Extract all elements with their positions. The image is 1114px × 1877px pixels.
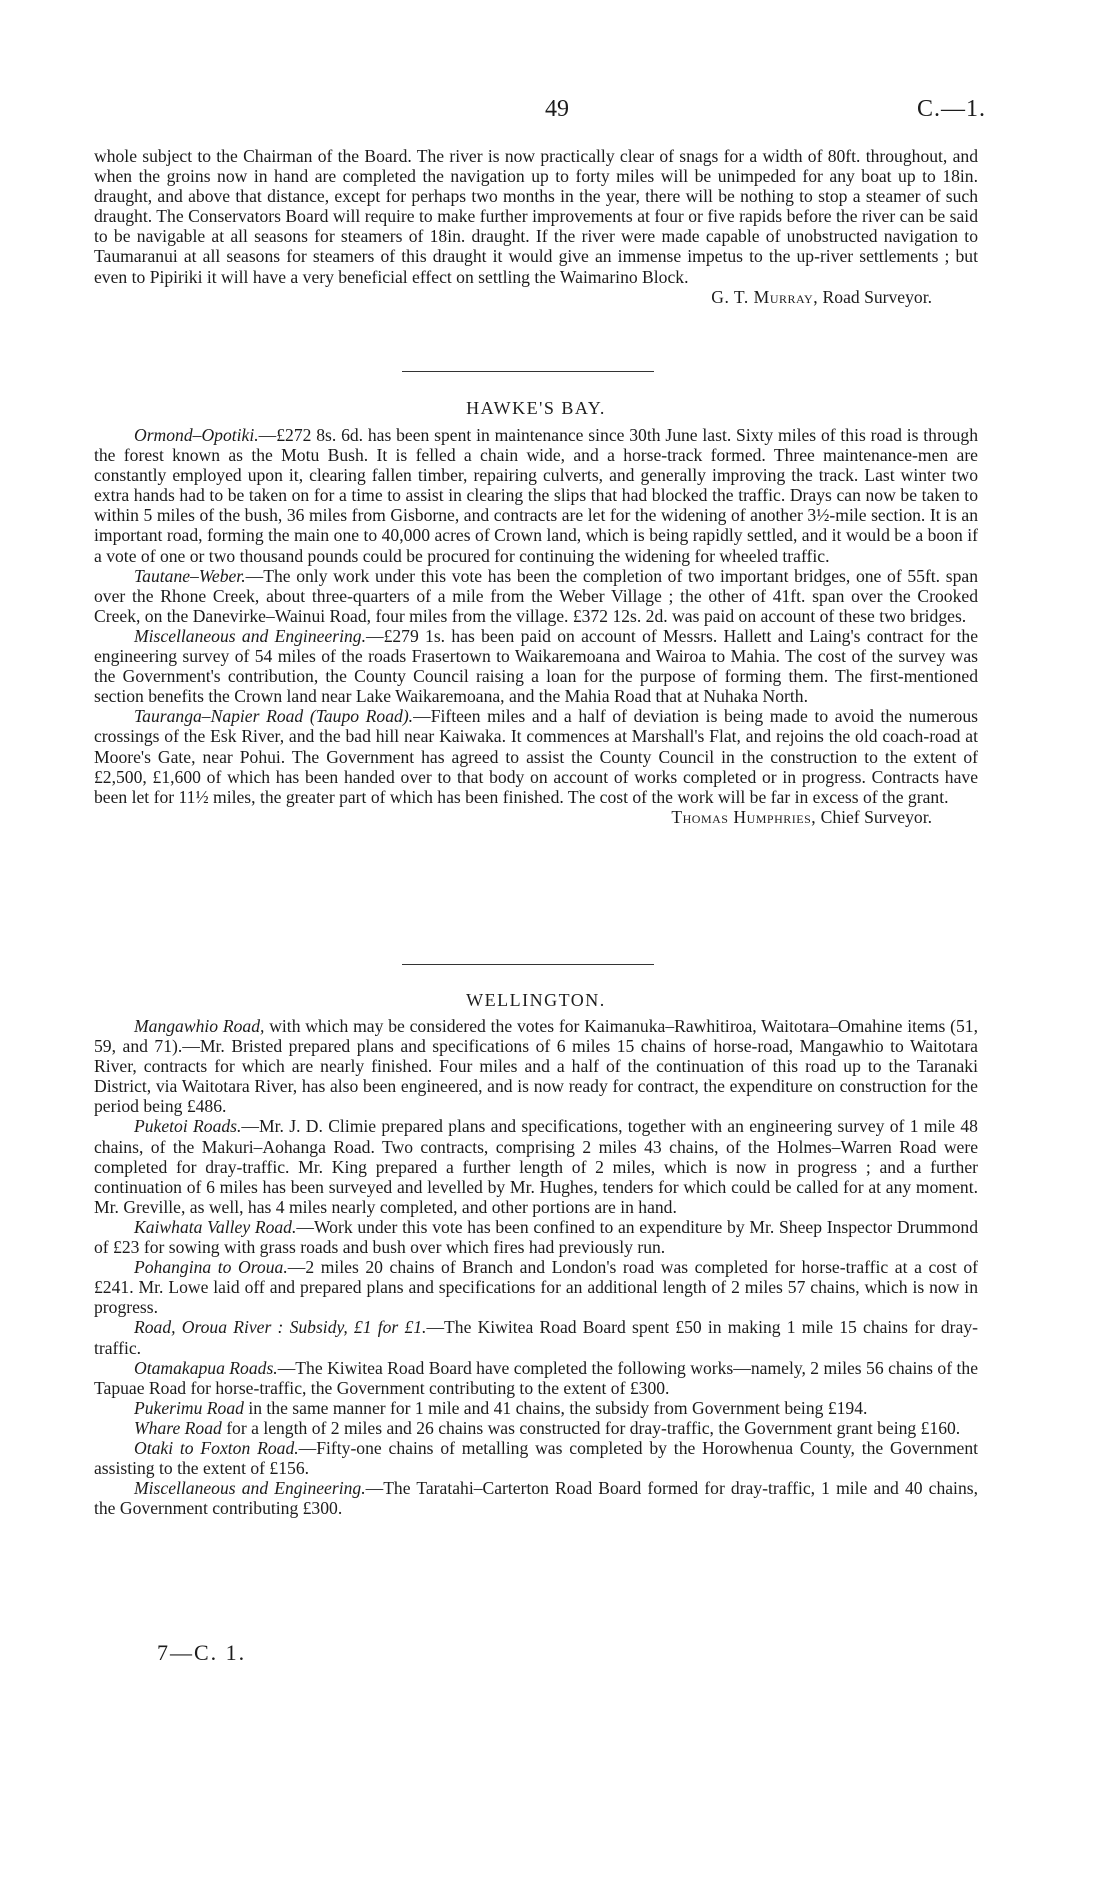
paragraph-title: Miscellaneous and Engineering. — [134, 625, 366, 646]
paragraph-text: —The Kiwitea Road Board have completed the following works—namely, 2 miles 56 chains of the Tapuae Road for horse-traffic, the Government contributing to the extent of £300. — [94, 1357, 979, 1398]
paragraph-text: —Work under this vote has been confined to an expenditure by Mr. Sheep Inspector Drummond of £23 for sowing with grass roads and bush over which fires had previously run. — [94, 1216, 978, 1258]
signature-mark: 7—C. 1. — [157, 1640, 247, 1665]
paragraph-title: Tautane–Weber. — [134, 565, 246, 586]
section-divider — [402, 964, 654, 965]
paragraph-text: —Fifty-one chains of metalling was completed by the Horowhenua County, the Government assisting to the extent of £156. — [94, 1437, 979, 1479]
paragraph — [94, 706, 978, 806]
section-heading-wellington: WELLINGTON. — [466, 990, 606, 1010]
document-code: C.—1. — [916, 96, 986, 122]
paragraph-title: Pukerimu Road — [134, 1397, 244, 1418]
signature-name: Thomas Humphries, — [671, 806, 817, 827]
paragraph-text: —Mr. J. D. Climie prepared plans and specifications, together with an engineering survey of 1 mile 48 chains, of the Makuri–Aohanga Road. Two contracts, comprising 2 miles 43 chains, of the Holmes–Warren Road were completed for dray-traffic. Mr. King prepared a further length of 2 miles, which is now in progress ; and a further continuation of 6 miles has been surveyed and levelled by Mr. Hughes, tenders for which could be called for at any moment. Mr. Greville, as well, has 4 miles nearly completed, and other portions are in hand. — [94, 1116, 978, 1217]
paragraph-text: —£279 1s. has been paid on account of Messrs. Hallett and Laing's contract for the engineering survey of 54 miles of the roads Frasertown to Waikaremoana and Wairoa to Mahia. The cost of the survey was the Government's contribution, the County Council raising a loan for the purpose of forming them. The first-mentioned section benefits the Crown land near Lake Waikaremoana, and the Mahia Road that at Nuhaka North. — [94, 625, 978, 707]
intro-signature — [94, 287, 978, 307]
intro-section — [94, 146, 978, 307]
page-number: 49 — [545, 96, 569, 122]
paragraph-title: Miscellaneous and Engineering. — [134, 1478, 366, 1499]
paragraph-text: —The only work under this vote has been the completion of two important bridges, one of 55ft. span over the Rhone Creek, about three-quarters of a mile from the Weber Village ; the other of 41ft. span over the Crooked Creek, on the Danevirke–Wainui Road, four miles from the village. £372 12s. 2d. was paid on account of these two bridges. — [94, 565, 978, 626]
paragraph — [94, 566, 978, 626]
paragraph — [94, 626, 978, 706]
paragraph — [94, 1478, 978, 1518]
paragraph-title: Otaki to Foxton Road. — [134, 1437, 299, 1458]
signature-title: Chief Surveyor. — [820, 806, 932, 827]
paragraph-title: Road, Oroua River : Subsidy, £1 for £1. — [134, 1317, 427, 1338]
paragraph-text: —2 miles 20 chains of Branch and London's road was completed for horse-traffic at a cost of £241. Mr. Lowe laid off and prepared plans and specifications for an additional length of 2 miles 57 chains, which is now in progress. — [94, 1257, 979, 1318]
section-heading-hawkes-bay: HAWKE'S BAY. — [466, 398, 606, 418]
paragraph — [94, 1418, 978, 1438]
paragraph-title: Mangawhio Road, — [134, 1016, 265, 1036]
intro-paragraph: whole subject to the Chairman of the Board. The river is now practically clear of snags for a width of 80ft. throughout, and when the groins now in hand are completed the navigation up to forty miles will be unimpeded for any boat up to 18in. draught, and above that distance, except for perhaps two months in the year, there will be nothing to stop a steamer of such draught. The Conservators Board will require to make further improvements at four or five rapids before the river can be said to be navigable at all seasons for steamers of 18in. draught. If the river were made capable of unobstructed navigation to Taumaranui at all seasons for steamers of this draught it would give an immense impetus to the up-river settlements ; but even to Pipiriki it will have a very beneficial effect on settling the Waimarino Block. — [94, 146, 978, 287]
signature-name: G. T. Murray, — [711, 286, 819, 307]
signature-title: Road Surveyor. — [822, 286, 932, 307]
paragraph-text: in the same manner for 1 mile and 41 chains, the subsidy from Government being £194. — [243, 1397, 868, 1418]
paragraph-title: Pohangina to Oroua. — [134, 1257, 288, 1278]
paragraph — [94, 1116, 978, 1216]
paragraph-text: —The Kiwitea Road Board spent £50 in making 1 mile 15 chains for dray-traffic. — [94, 1317, 978, 1358]
paragraph — [94, 1217, 978, 1257]
paragraph-text: —The Taratahi–Carterton Road Board formed for dray-traffic, 1 mile and 40 chains, the Government contributing £300. — [94, 1478, 978, 1519]
paragraph-text: with which may be considered the votes for Kaimanuka–Rawhitiroa, Waitotara–Omahine items (51, 59, and 71).—Mr. Bristed prepared plans and specifications of 6 miles 15 chains of horse-road, Mangawhio to Waitotara River, contracts for which are nearly finished. Four miles and a half of the continuation of this road up to the Taranaki District, via Waitotara River, has also been engineered, and is now ready for contract, the expenditure on construction for the period being £486. — [94, 1016, 978, 1117]
paragraph-title: Ormond–Opotiki. — [134, 425, 259, 445]
paragraph — [94, 425, 978, 566]
paragraph-title: Tauranga–Napier Road (Taupo Road). — [134, 706, 414, 727]
paragraph-title: Whare Road — [134, 1417, 222, 1438]
paragraph — [94, 1438, 978, 1478]
hawkes-bay-signature — [94, 807, 978, 827]
paragraph-title: Kaiwhata Valley Road. — [134, 1216, 297, 1237]
hawkes-bay-section — [94, 425, 978, 827]
paragraph — [94, 1398, 978, 1418]
paragraph-title: Otamakapua Roads. — [134, 1357, 278, 1378]
paragraph-text: —£272 8s. 6d. has been spent in maintenance since 30th June last. Sixty miles of this road is through the forest known as the Motu Bush. It is felled a chain wide, and a horse-track formed. Three maintenance-men are constantly employed upon it, clearing fallen timber, repairing culverts, and generally improving the track. Last winter two extra hands had to be taken on for a time to assist in clearing the slips that had blocked the traffic. Drays can now be taken to within 5 miles of the bush, 36 miles from Gisborne, and contracts are let for the widening of another 3½-mile section. It is an important road, forming the main one to 40,000 acres of Crown land, which is being rapidly settled, and it would be a boon if a vote of one or two thousand pounds could be procured for continuing the widening for wheeled traffic. — [94, 425, 978, 566]
paragraph-text: for a length of 2 miles and 26 chains was constructed for dray-traffic, the Government grant being £160. — [221, 1417, 961, 1438]
paragraph — [94, 1358, 978, 1398]
paragraph-title: Puketoi Roads. — [134, 1116, 242, 1137]
paragraph — [94, 1257, 978, 1317]
paragraph — [94, 1016, 978, 1116]
wellington-section — [94, 1016, 978, 1518]
paragraph-text: —Fifteen miles and a half of deviation is being made to avoid the numerous crossings of the Esk River, and the bad hill near Kaiwaka. It commences at Marshall's Flat, and rejoins the old coach-road at Moore's Gate, near Pohui. The Government has agreed to assist the County Council in the construction to the extent of £2,500, £1,600 of which has been handed over to that body on account of works completed or in progress. Contracts have been let for 11½ miles, the greater part of which has been finished. The cost of the work will be far in excess of the grant. — [94, 706, 978, 807]
section-divider — [402, 371, 654, 372]
paragraph — [94, 1317, 978, 1357]
